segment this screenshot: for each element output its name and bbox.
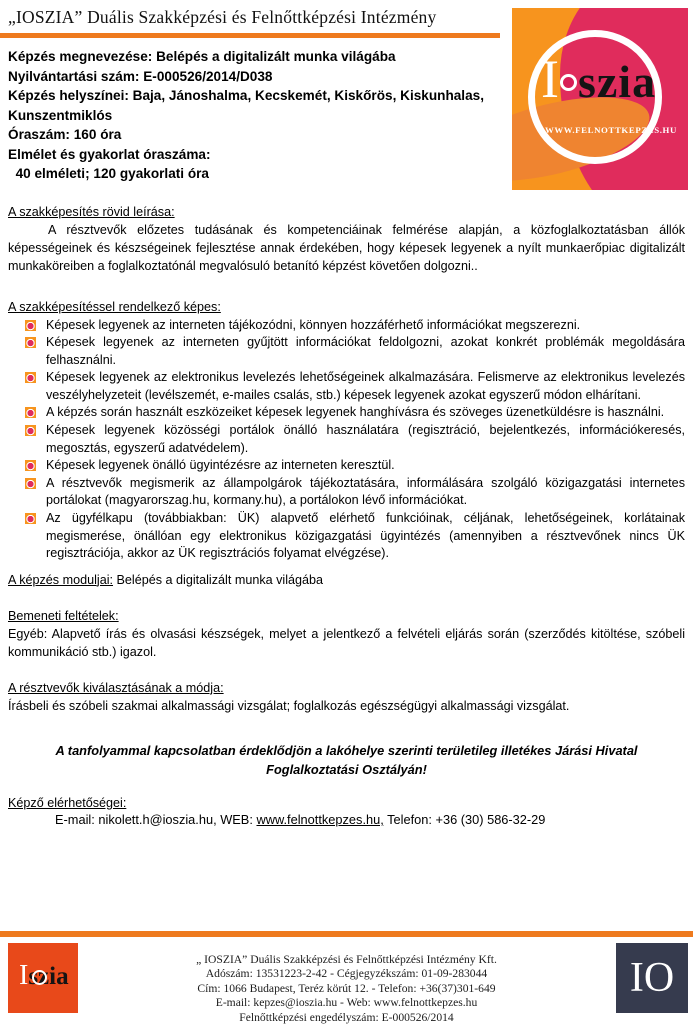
footer-logo-ring-icon (32, 970, 47, 985)
short-description-paragraph: A résztvevők előzetes tudásának és kompetenciáinak felmérése alapján, a közfoglalkoztatásban állók képességeinek és készségeinek fejlesztése annak érdekében, hogy képesek legyenek a nyílt munkaerőpiac digitalizált munkaköreiben a foglalkoztatónál megvalósuló betanító képzést követően dolgozni.. (8, 222, 685, 273)
list-item-text: Képesek legyenek az interneten gyűjtött információkat feldolgozni, azokat konkrét problémák megoldására felhasználni. (46, 335, 685, 367)
list-item-text: Képesek legyenek közösségi portálok önálló használatára (regisztráció, bejelentkezés, információkeresés, megosztás, egyszerű adatvédelem). (46, 423, 685, 455)
course-hours: Óraszám: 160 óra (8, 127, 122, 142)
contact-line (8, 812, 685, 827)
selection-method-paragraph: Írásbeli és szóbeli szakmai alkalmassági vizsgálat; foglalkozás egészségügyi alkalmassági vizsgálat. (8, 698, 570, 713)
course-info-block (8, 47, 516, 184)
list-item (46, 422, 685, 457)
list-item (46, 404, 685, 422)
footer-logo-letters-szia: szia (28, 963, 69, 990)
main-content (0, 205, 693, 827)
entry-requirements-paragraph: Egyéb: Alapvető írás és olvasási készségek, melyet a jelentkező a felvételi eljárás során (szerződés kitöltése, szóbeli kommunikáció stb.) igazol. (8, 626, 685, 659)
modules-line (8, 573, 685, 587)
logo-o-dot-icon (560, 74, 577, 91)
theory-practice-hours: 40 elméleti; 120 gyakorlati óra (8, 166, 209, 181)
list-item-text: Képesek legyenek önálló ügyintézésre az interneten keresztül. (46, 458, 395, 473)
ioszia-bullet-icon (25, 478, 36, 489)
section-heading-entry-requirements: Bemeneti feltételek: (8, 608, 119, 623)
ioszia-bullet-icon (25, 372, 36, 383)
section-heading-modules: A képzés moduljai: (8, 572, 114, 587)
contact-email-text: E-mail: nikolett.h@ioszia.hu, WEB: (55, 811, 257, 827)
course-name: Képzés megnevezése: Belépés a digitalizált munka világába (8, 49, 396, 64)
list-item-text: Az ügyfélkapu (továbbiakban: ÜK) alapvető elérhető funkcióinak, céljának, lehetőségeinek, korlátainak megismerése, önállóan egy elektronikus közigazgatási ügyintézés (amennyiben a résztvevőnek nincs ÜK regisztrációja, akkor az ÜK regisztrációs folyamat elvégzése). (46, 511, 685, 561)
section-heading-contact: Képző elérhetőségei: (8, 795, 127, 810)
list-item-text: A képzés során használt eszközeiket képesek legyenek hanghívásra és szöveges üzenetküldésre is használni. (46, 405, 665, 420)
theory-practice-label: Elmélet és gyakorlat óraszáma: (8, 146, 211, 162)
ioszia-bullet-icon (25, 425, 36, 436)
ioszia-logo (512, 8, 688, 190)
section-heading-selection-method: A résztvevők kiválasztásának a módja: (8, 680, 224, 695)
list-item (46, 369, 685, 404)
list-item-text: Képesek legyenek az elektronikus levelezés lehetőségeinek alkalmazására. Felismerve az elektronikus levelezés veszélyhelyzeteit (levélszemét, e-mailes csalás, stb.) képesek legyenek azokat egyszerű módon elhárítani. (46, 370, 685, 402)
section-heading-competencies: A szakképesítéssel rendelkező képes: (8, 299, 221, 314)
footer-ioszia-logo (8, 943, 78, 1013)
section-heading-short-description: A szakképesítés rövid leírása: (8, 204, 175, 219)
logo-letters-szia: szia (577, 56, 657, 107)
website-link[interactable]: www.felnottkepzes.hu, (256, 811, 384, 827)
ioszia-bullet-icon (25, 407, 36, 418)
footer-logo-letter-i: I (19, 960, 29, 991)
list-item (46, 317, 685, 335)
competency-list (8, 317, 685, 563)
list-item-text: A résztvevők megismerik az állampolgárok tájékoztatására, informálására szolgáló közigazgatási internetes portálokat (magyarorszag.hu, kormany.hu), a portálokon lévő információkat. (46, 475, 685, 508)
list-item (46, 457, 685, 475)
list-item (46, 510, 685, 563)
accent-bar (0, 33, 500, 38)
logo-letter-i: I (541, 49, 559, 109)
footer-company-info (107, 937, 587, 1024)
district-office-notice: A tanfolyammal kapcsolatban érdeklődjön a lakóhelye szerinti területileg illetékes Járási Hivatal Foglalkoztatási Osztályán! (55, 742, 638, 777)
list-item-text: Képesek legyenek az interneten tájékozódni, könnyen hozzáférhető információkat megszerezni. (46, 317, 581, 332)
list-item (46, 475, 685, 510)
footer-email-web-line: E-mail: kepzes@ioszia.hu - Web: www.felnottkepzes.hu (215, 996, 478, 1010)
modules-value: Belépés a digitalizált munka világába (113, 572, 324, 587)
list-item (46, 334, 685, 369)
footer-company-name: „ IOSZIA” Duális Szakképzési és Felnőttképzési Intézmény Kft. (196, 953, 497, 966)
ioszia-bullet-icon (25, 460, 36, 471)
footer-io-logo: IO (616, 943, 688, 1013)
logo-website-url: WWW.FELNOTTKEPZES.HU (545, 125, 677, 135)
page-title: „IOSZIA” Duális Szakképzési és Felnőttképzési Intézmény (8, 7, 437, 27)
footer (0, 937, 693, 1024)
ioszia-bullet-icon (25, 320, 36, 331)
registration-number: Nyilvántartási szám: E-000526/2014/D038 (8, 68, 273, 84)
ioszia-bullet-icon (25, 337, 36, 348)
footer-license-line: Felnőttképzési engedélyszám: E-000526/2014 (239, 1010, 454, 1024)
ioszia-bullet-icon (25, 513, 36, 524)
footer-address-phone-line: Cím: 1066 Budapest, Teréz körút 12. - Telefon: +36(37)301-649 (197, 981, 496, 995)
footer-tax-registry-line: Adószám: 13531223-2-42 - Cégjegyzékszám: 01-09-283044 (205, 967, 488, 981)
contact-phone-text: Telefon: +36 (30) 586-32-29 (383, 811, 546, 827)
logo-wordmark (541, 49, 657, 109)
course-locations: Képzés helyszínei: Baja, Jánoshalma, Kecskemét, Kiskőrös, Kiskunhalas, Kunszentmiklós (8, 88, 488, 123)
